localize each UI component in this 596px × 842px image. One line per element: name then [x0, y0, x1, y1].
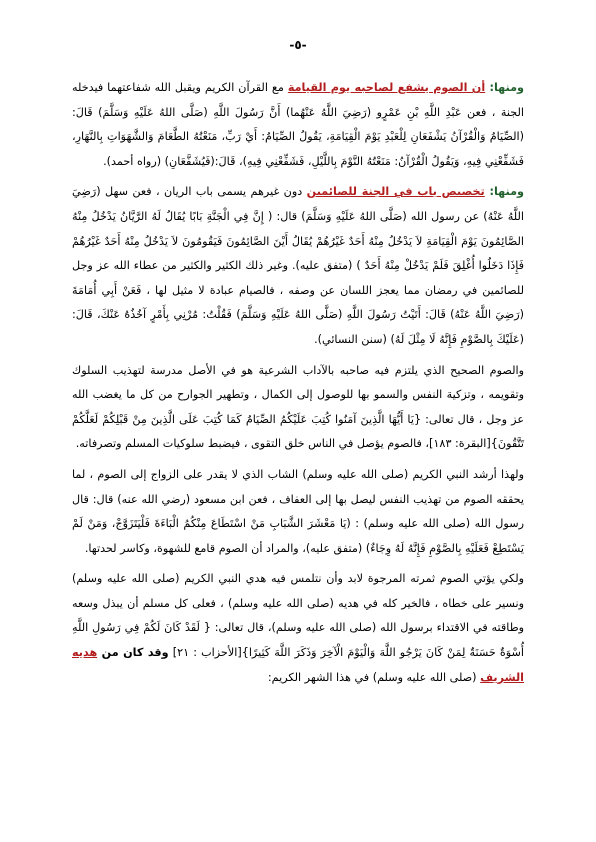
- paragraph-youth-guidance: ولهذا أرشد النبي الكريم (صلى الله عليه وسلم) الشاب الذي لا يقدر على الزواج إلى الصوم ، لما يحققه الصوم من تهذيب النفس ليصل بها إلى العفاف ، فعن ابن مسعود (رضي الله عنه) قال: قال رسول الله (صلى الله عليه وسلم) : (يَا مَعْشَرَ الشَّبَابِ مَنْ اسْتَطَاعَ مِنْكُمُ الْبَاءَةَ فَلْيَتَزَوَّجْ، وَمَنْ لَمْ يَسْتَطِعْ فَعَلَيْهِ بِالصَّوْمِ فَإِنَّهُ لَهُ وِجَاءٌ) (متفق عليه)، والمراد أن الصوم قامع للشهوة، وكاسر لحدتها.: [72, 467, 524, 555]
- page-number: -٥-: [289, 38, 307, 52]
- paragraph-text: مع القرآن الكريم ويقبل الله شفاعتهما فيدخله الجنة ، فعن عَبْدِ اللَّهِ بْنِ عَمْرٍو (رَضِيَ اللَّهُ عَنْهُما) أَنَّ رَسُولَ اللَّهِ (صَلَّى اللهُ عَلَيْهِ وَسَلَّمَ) قَالَ: (الصِّيَامُ وَالْقُرْآنُ يَشْفَعَانِ لِلْعَبْدِ يَوْمَ الْقِيَامَةِ، يَقُولُ الصِّيَامُ: أَيْ رَبِّ، مَنَعْتُهُ الطَّعَامَ وَالشَّهَوَاتِ بِالنَّهَارِ، فَشَفِّعْنِي فِيهِ، وَيَقُولُ الْقُرْآنُ: مَنَعْتُهُ النَّوْمَ بِاللَّيْلِ، فَشَفِّعْنِي فِيهِ)، قَالَ:(فَيُشَفَّعَانِ) (رواه أحمد).: [72, 81, 524, 168]
- paragraph-text: ولكي يؤتي الصوم ثمرته المرجوة لابد وأن نتلمس فيه هدي النبي الكريم (صلى الله عليه وسلم) ونسير على خطاه ، فالخير كله في هديه (صلى الله عليه وسلم) ، فعلى كل مسلم أن يبذل وسعه وطاقته في الاقتداء برسول الله (صلى الله عليه وسلم)، قال تعالى: { لَقَدْ كَانَ لَكُمْ فِي رَسُولِ اللَّهِ أُسْوَةٌ حَسَنَةٌ لِمَنْ كَانَ يَرْجُو اللَّهَ وَالْيَوْمَ الْآخِرَ وَذَكَرَ اللَّهَ كَثِيرًا}[الأحزاب : ٢١]: [72, 572, 524, 660]
- paragraph-lead: وقد كان من: [97, 646, 169, 660]
- highlighted-heading: هديه الشريف: [72, 646, 524, 684]
- paragraph-intercession: [72, 76, 524, 174]
- paragraph-lead: ومنها:: [485, 81, 524, 94]
- paragraph-text-end: (صلى الله عليه وسلم) في هذا الشهر الكريم:: [267, 670, 481, 684]
- paragraph-fasting-school: والصوم الصحيح الذي يلتزم فيه صاحبه بالآداب الشرعية هو في الأصل مدرسة لتهذيب السلوك وتقويمه ، وتزكية النفس والسمو بها للوصول إلى الكمال ، وتطهير الجوارح من كل ما يغضب الله عز وجل ، قال تعالى: {يَا أَيُّهَا الَّذِينَ آمَنُوا كُتِبَ عَلَيْكُمُ الصِّيَامُ كَمَا كُتِبَ عَلَى الَّذِينَ مِنْ قَبْلِكُمْ لَعَلَّكُمْ تَتَّقُونَ}[البقرة: ١٨٣]، فالصوم يؤصل في الناس خلق التقوى ، فيضبط سلوكيات المسلم وتصرفاته.: [72, 363, 524, 451]
- highlighted-heading: تخصيص باب في الجنة للصائمين: [306, 185, 485, 199]
- paragraph-lead: ومنها:: [484, 185, 524, 199]
- paragraph-prophet-guidance: [72, 567, 524, 690]
- paragraph-rayyan-gate: [72, 180, 524, 352]
- highlighted-heading: أن الصوم يشفع لصاحبه يوم القيامة: [287, 81, 486, 94]
- paragraph-text: دون غيرهم يسمى باب الريان ، فعن سهل (رَضِيَ اللَّهُ عَنْهُ) عن رسول الله (صَلَّى اللهُ عَلَيْهِ وَسَلَّمَ) قال: ( إِنَّ فِي الْجَنَّةِ بَابًا يُقَالُ لَهُ الرَّيَّانُ يَدْخُلُ مِنْهُ الصَّائِمُونَ يَوْمَ الْقِيَامَةِ لاَ يَدْخُلُ مِنْهُ أَحَدٌ غَيْرُهُمْ يُقَالُ أَيْنَ الصَّائِمُونَ فَيَقُومُونَ لاَ يَدْخُلُ مِنْهُ أَحَدٌ غَيْرُهُمْ فَإِذَا دَخَلُوا أُغْلِقَ فَلَمْ يَدْخُلْ مِنْهُ أَحَدٌ ) (متفق عليه). وغير ذلك الكثير والكثير من عطاء الله عز وجل للصائمين في رمضان مما يعجز اللسان عن وصفه ، فالصيام عبادة لا مثيل لها ، فَعَنْ أَبِي أُمَامَةَ (رَضِيَ اللَّهُ عَنْهُ) قَالَ: أَتَيْتُ رَسُولَ اللَّهِ (صَلَّى اللهُ عَلَيْهِ وَسَلَّمَ) فَقُلْتُ: مُرْنِي بِأَمْرٍ آخُذُهُ عَنْكَ، قَالَ:(عَلَيْكَ بِالصَّوْمِ فَإِنَّهُ لَا مِثْلَ لَهُ) (سنن النسائي).: [72, 185, 524, 346]
- page-body: [72, 76, 524, 696]
